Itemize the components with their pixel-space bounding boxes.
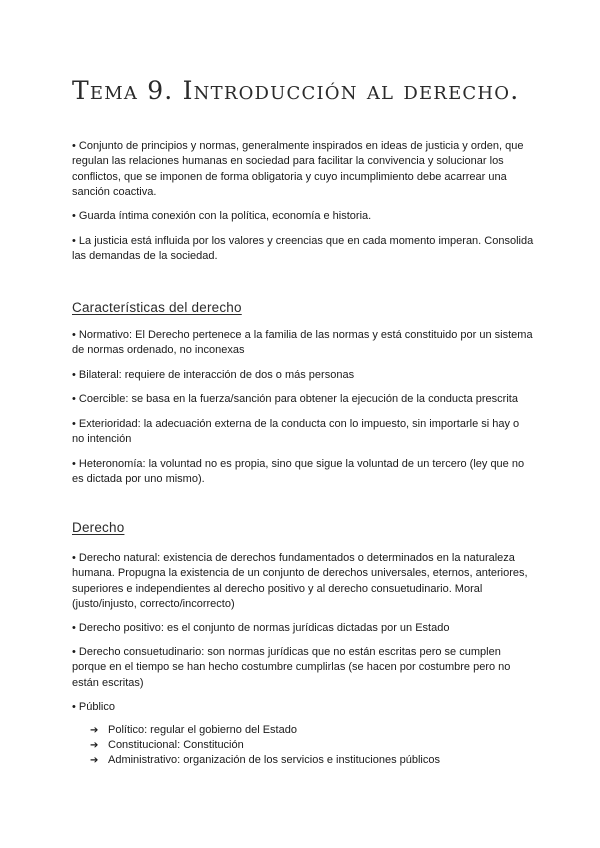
- intro-paragraph-3: • La justicia está influida por los valores y creencias que en cada momento imperan. Consolida las demandas de la sociedad.: [72, 235, 534, 263]
- list-item: [90, 753, 530, 768]
- list-item: [90, 723, 530, 738]
- page-title: Tema 9. Introducción al derecho.: [72, 76, 520, 105]
- arrow-right-icon: ➔: [90, 740, 99, 752]
- caracteristica-exterioridad: • Exterioridad: la adecuación externa de la conducta con lo impuesto, sin importarle si hay o no intención: [72, 418, 520, 446]
- subitem-constitucional: Constitucional: Constitución: [108, 739, 244, 752]
- caracteristica-heteronomia: • Heteronomía: la voluntad no es propia, sino que sigue la voluntad de un tercero (ley que no es dictada por uno mismo).: [72, 458, 525, 486]
- derecho-natural: • Derecho natural: existencia de derechos fundamentados o determinados en la naturaleza humana. Propugna la existencia de un conjunto de derechos universales, eternos, anteriores, superiores e independientes al derecho positivo y al derecho consuetudinario. Moral (justo/injusto, correcto/incorrecto): [72, 552, 528, 611]
- intro-paragraph-2: • Guarda íntima conexión con la política, economía e historia.: [72, 210, 372, 222]
- subitem-politico: Político: regular el gobierno del Estado: [108, 724, 297, 736]
- section-heading-derecho: Derecho: [72, 520, 125, 535]
- publico-sublist: [90, 723, 530, 769]
- list-item: [90, 738, 530, 753]
- caracteristica-bilateral: • Bilateral: requiere de interacción de dos o más personas: [72, 369, 355, 381]
- caracteristica-coercible: • Coercible: se basa en la fuerza/sanción para obtener la ejecución de la conducta prescrita: [72, 393, 518, 405]
- section-heading-caracteristicas: Características del derecho: [72, 300, 242, 315]
- derecho-consuetudinario: • Derecho consuetudinario: son normas jurídicas que no están escritas pero se cumplen porque en el tiempo se han hecho costumbre cumplirlas (se hacen por costumbre pero no están escritas): [72, 646, 511, 689]
- arrow-right-icon: ➔: [90, 725, 99, 736]
- arrow-right-icon: ➔: [90, 755, 99, 767]
- derecho-positivo: • Derecho positivo: es el conjunto de normas jurídicas dictadas por un Estado: [72, 622, 450, 634]
- intro-paragraph-1: • Conjunto de principios y normas, generalmente inspirados en ideas de justicia y orden, que regulan las relaciones humanas en sociedad para facilitar la convivencia y solucionar los conflictos, que se imponen de forma obligatoria y cuyo incumplimiento debe acarrear una sanción coactiva.: [72, 140, 524, 199]
- subitem-administrativo: Administrativo: organización de los servicios e instituciones públicos: [108, 754, 440, 767]
- derecho-publico: • Público: [72, 701, 115, 713]
- caracteristica-normativo: • Normativo: El Derecho pertenece a la familia de las normas y está constituido por un sistema de normas ordenado, no inconexas: [72, 329, 533, 357]
